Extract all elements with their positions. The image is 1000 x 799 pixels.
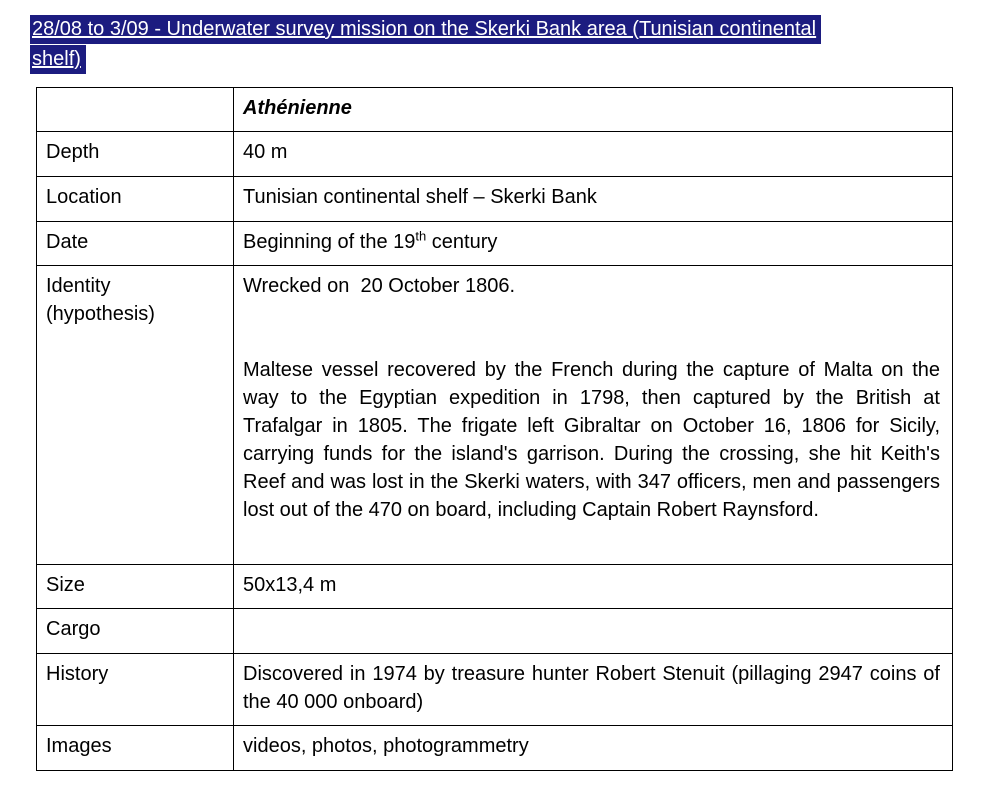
date-value-suffix: century xyxy=(426,231,498,253)
header-empty-cell xyxy=(37,88,234,132)
size-value: 50x13,4 m xyxy=(234,565,953,609)
cargo-label: Cargo xyxy=(37,609,234,654)
title-highlight xyxy=(30,15,821,74)
location-value: Tunisian continental shelf – Skerki Bank xyxy=(234,177,953,222)
images-value: videos, photos, photogrammetry xyxy=(234,726,953,771)
history-label: History xyxy=(37,654,234,726)
document-title xyxy=(30,14,950,74)
identity-paragraph-2: Maltese vessel recovered by the French during the capture of Malta on the way to the Egyptian expedition in 1798, then captured by the British at Trafalgar in 1805. The frigate left Gibraltar on October 16, 1806 for Sicily, carrying funds for the island's garrison. During the crossing, she hit Keith's Reef and was lost in the Skerki waters, with 347 officers, men and passengers lost out of the 470 on board, including Captain Robert Raynsford. xyxy=(243,359,940,521)
size-label: Size xyxy=(37,565,234,609)
table-row-date xyxy=(37,222,953,266)
table-row-depth xyxy=(37,132,953,177)
table-row-history xyxy=(37,654,953,726)
date-ordinal-superscript: th xyxy=(415,228,427,244)
cargo-value xyxy=(234,609,953,654)
title-line-1: 28/08 to 3/09 - Underwater survey mission on the Skerki Bank area (Tunisian continental xyxy=(32,18,817,40)
history-value: Discovered in 1974 by treasure hunter Robert Stenuit (pillaging 2947 coins of the 40 000 onboard) xyxy=(234,654,953,726)
wreck-info-table xyxy=(36,87,953,771)
depth-value: 40 m xyxy=(234,132,953,177)
ship-name-cell: Athénienne xyxy=(234,88,953,132)
table-row-location xyxy=(37,177,953,222)
location-label: Location xyxy=(37,177,234,222)
identity-label: Identity (hypothesis) xyxy=(37,266,234,565)
table-row-size xyxy=(37,565,953,609)
table-row-identity xyxy=(37,266,953,565)
table-row-cargo xyxy=(37,609,953,654)
identity-paragraph-1: Wrecked on 20 October 1806. xyxy=(243,275,516,297)
date-label: Date xyxy=(37,222,234,266)
title-line-2: shelf) xyxy=(32,48,81,70)
table-row-images xyxy=(37,726,953,771)
images-label: Images xyxy=(37,726,234,771)
table-row-header xyxy=(37,88,953,132)
date-value xyxy=(234,222,953,266)
depth-label: Depth xyxy=(37,132,234,177)
identity-value xyxy=(234,266,953,565)
date-value-prefix: Beginning of the 19 xyxy=(243,231,416,253)
